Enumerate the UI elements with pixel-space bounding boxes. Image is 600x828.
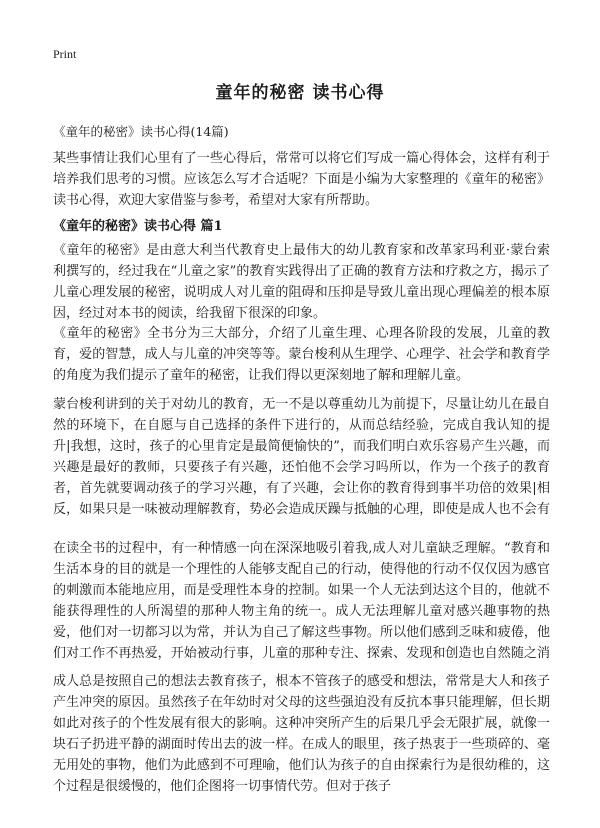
- body-paragraph: 《童年的秘密》是由意大利当代教育史上最伟大的幼儿教育家和改革家玛利亚·蒙台索利撰写的，经过我在“儿童之家”的教育实践得出了正确的教育方法和疗救之方，揭示了儿童心理发展的秘密，说明成人对儿童的阻碍和压抑是导致儿童出现心理偏差的根本原因，经过对本书的阅读，给我留下很深的印象。: [53, 243, 550, 321]
- body-paragraph: 在读全书的过程中，有一种情感一向在深深地吸引着我,成人对儿童缺乏理解。“教育和生活本身的目的就是一个理性的人能够支配自己的行动，使得他的行动不仅仅因为感官的刺激而本能地应用，而是受理性本身的控制。如果一个人无法到达这个目的，他就不能获得理性的人所渴望的那种人物主角的统一。成人无法理解儿童对感兴趣事物的热爱，他们对一切都习以为常，并认为自己了解这些事物。所以他们感到乏味和疲倦，他们对工作不再热爱，开始被动行事，儿童的那种专注、探索、发现和创造也自然随之消: [53, 541, 550, 661]
- document-subtitle: 《童年的秘密》读书心得(14篇): [53, 124, 229, 139]
- section-heading: 《童年的秘密》读书心得 篇1: [53, 219, 223, 234]
- intro-paragraph: 某些事情让我们心里有了一些心得后，常常可以将它们写成一篇心得体会，这样有利于培养我们思考的习惯。应该怎么写才合适呢？下面是小编为大家整理的《童年的秘密》读书心得，欢迎大家借鉴与参考，希望对大家有所帮助。: [53, 151, 550, 208]
- page-title: 童年的秘密 读书心得: [215, 83, 385, 103]
- body-paragraph: 成人总是按照自己的想法去教育孩子，根本不管孩子的感受和想法，常常是大人和孩子产生冲突的原因。虽然孩子在年幼时对父母的这些强迫没有反抗本事只能理解，但长期如此对孩子的个性发展有很大的影响。这种冲突所产生的后果几乎会无限扩展，就像一块石子扔进平静的湖面时传出去的波一样。在成人的眼里，孩子热衷于一些琐碎的、毫无用处的事物，他们为此感到不可理喻，他们认为孩子的自由探索行为是很幼稚的，这个过程是很缓慢的，他们企图将一切事情代劳。但对于孩子: [53, 674, 550, 794]
- body-paragraph: 蒙台梭利讲到的关于对幼儿的教育，无一不是以尊重幼儿为前提下，尽量让幼儿在最自然的环境下，在自愿与自己选择的条件下进行的，从而总结经验，完成自我认知的提升|我想，这时，孩子的心里肯定是最简便愉快的”，而我们明白欢乐容易产生兴趣，而兴趣是最好的教师，只要孩子有兴趣，还怕他不会学习吗所以，作为一个孩子的教育者，首先就要调动孩子的学习兴趣，有了兴趣，会让你的教育得到事半功倍的效果|相反，如果只是一味被动理解教育，势必会造成厌躁与抵触的心理，即使是成人也不会有: [53, 397, 550, 517]
- body-paragraph: 《童年的秘密》全书分为三大部分，介绍了儿童生理、心理各阶段的发展，儿童的教育，爱的智慧，成人与儿童的冲突等等。蒙台梭利从生理学、心理学、社会学和教育学的角度为我们提示了童年的秘密，让我们得以更深刻地了解和理解儿童。: [53, 326, 550, 383]
- print-link[interactable]: Print: [53, 47, 77, 61]
